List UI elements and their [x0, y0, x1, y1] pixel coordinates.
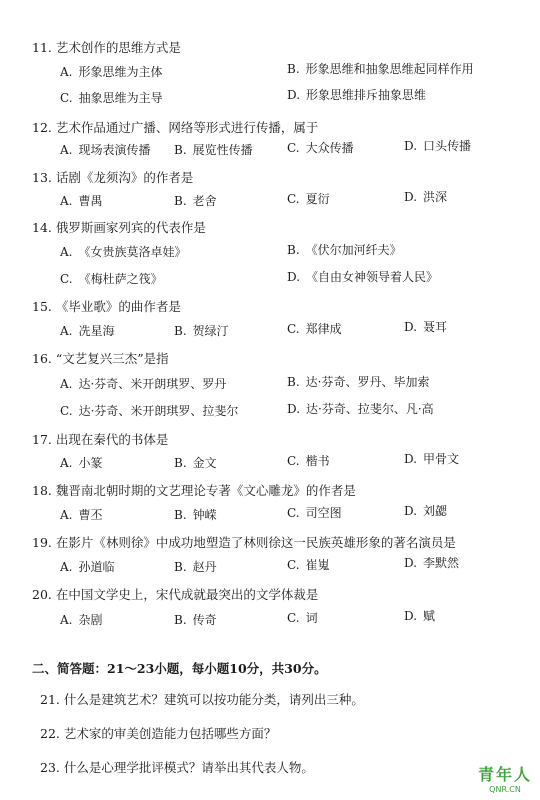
- question-15: 15. 《毕业歌》的曲作者是: [32, 299, 181, 314]
- section-heading: 二、简答题：21～23小题，每小题10分，共30分。: [32, 661, 327, 676]
- option-16b: B. 达·芬奇、罗丹、毕加索: [287, 375, 430, 389]
- option-20a: A. 杂剧: [60, 613, 103, 627]
- option-20c: C. 词: [287, 611, 318, 625]
- option-14a: A. 《女贵族莫洛卓娃》: [60, 245, 187, 259]
- option-11a: A. 形象思维为主体: [60, 65, 163, 79]
- question-13: 13. 话剧《龙须沟》的作者是: [32, 170, 194, 185]
- question-16: 16. “文艺复兴三杰”是指: [32, 351, 169, 366]
- option-20b: B. 传奇: [174, 613, 217, 627]
- option-13b: B. 老舍: [174, 194, 217, 208]
- option-19a: A. 孙道临: [60, 560, 115, 574]
- option-13c: C. 夏衍: [287, 192, 330, 206]
- option-19c: C. 崔嵬: [287, 558, 330, 572]
- option-13d: D. 洪深: [404, 190, 448, 204]
- question-21: 21. 什么是建筑艺术？建筑可以按功能分类，请列出三种。: [40, 692, 364, 707]
- option-15d: D. 聂耳: [404, 320, 448, 334]
- question-22: 22. 艺术家的审美创造能力包括哪些方面？: [40, 726, 277, 741]
- option-16a: A. 达·芬奇、米开朗琪罗、罗丹: [60, 377, 227, 391]
- option-18c: C. 司空图: [287, 506, 342, 520]
- option-20d: D. 赋: [404, 609, 436, 623]
- option-11c: C. 抽象思维为主导: [60, 91, 163, 105]
- option-19b: B. 赵丹: [174, 560, 217, 574]
- option-14b: B. 《伏尔加河纤夫》: [287, 243, 402, 257]
- option-13a: A. 曹禺: [60, 194, 103, 208]
- option-15b: B. 贺绿汀: [174, 324, 229, 338]
- option-18b: B. 钟嵘: [174, 508, 217, 522]
- option-17b: B. 金文: [174, 456, 217, 470]
- question-18: 18. 魏晋南北朝时期的文艺理论专著《文心雕龙》的作者是: [32, 483, 356, 498]
- question-number: 11.: [32, 40, 52, 55]
- option-11b: B. 形象思维和抽象思维起同样作用: [287, 62, 474, 76]
- option-12c: C. 大众传播: [287, 141, 354, 155]
- option-15a: A. 冼星海: [60, 324, 115, 338]
- option-12d: D. 口头传播: [404, 139, 472, 153]
- question-17: 17. 出现在秦代的书体是: [32, 432, 169, 447]
- question-20: 20. 在中国文学史上，宋代成就最突出的文学体裁是: [32, 587, 319, 602]
- option-16c: C. 达·芬奇、米开朗琪罗、拉斐尔: [60, 404, 239, 418]
- question-19: 19. 在影片《林则徐》中成功地塑造了林则徐这一民族英雄形象的著名演员是: [32, 535, 456, 550]
- watermark-url: QNR.CN: [489, 785, 521, 794]
- option-12a: A. 现场表演传播: [60, 143, 151, 157]
- option-17c: C. 楷书: [287, 454, 330, 468]
- option-17a: A. 小篆: [60, 456, 103, 470]
- question-12: 12. 艺术作品通过广播、网络等形式进行传播，属于: [32, 120, 319, 135]
- option-19d: D. 李默然: [404, 556, 460, 570]
- option-17d: D. 甲骨文: [404, 452, 460, 466]
- watermark-logo: [478, 762, 532, 794]
- option-15c: C. 郑律成: [287, 322, 342, 336]
- watermark-text: 青年人: [477, 765, 532, 784]
- option-14c: C. 《梅杜萨之筏》: [60, 272, 163, 286]
- question-23: 23. 什么是心理学批评模式？请举出其代表人物。: [40, 760, 314, 775]
- option-14d: D. 《自由女神领导着人民》: [287, 270, 439, 284]
- question-11: [32, 38, 181, 56]
- question-14: 14. 俄罗斯画家列宾的代表作是: [32, 220, 206, 235]
- question-text: 艺术创作的思维方式是: [55, 40, 181, 55]
- option-16d: D. 达·芬奇、拉斐尔、凡·高: [287, 402, 434, 416]
- option-11d: D. 形象思维排斥抽象思维: [287, 88, 427, 102]
- option-12b: B. 展览性传播: [174, 143, 253, 157]
- option-18d: D. 刘勰: [404, 504, 448, 518]
- option-18a: A. 曹丕: [60, 508, 103, 522]
